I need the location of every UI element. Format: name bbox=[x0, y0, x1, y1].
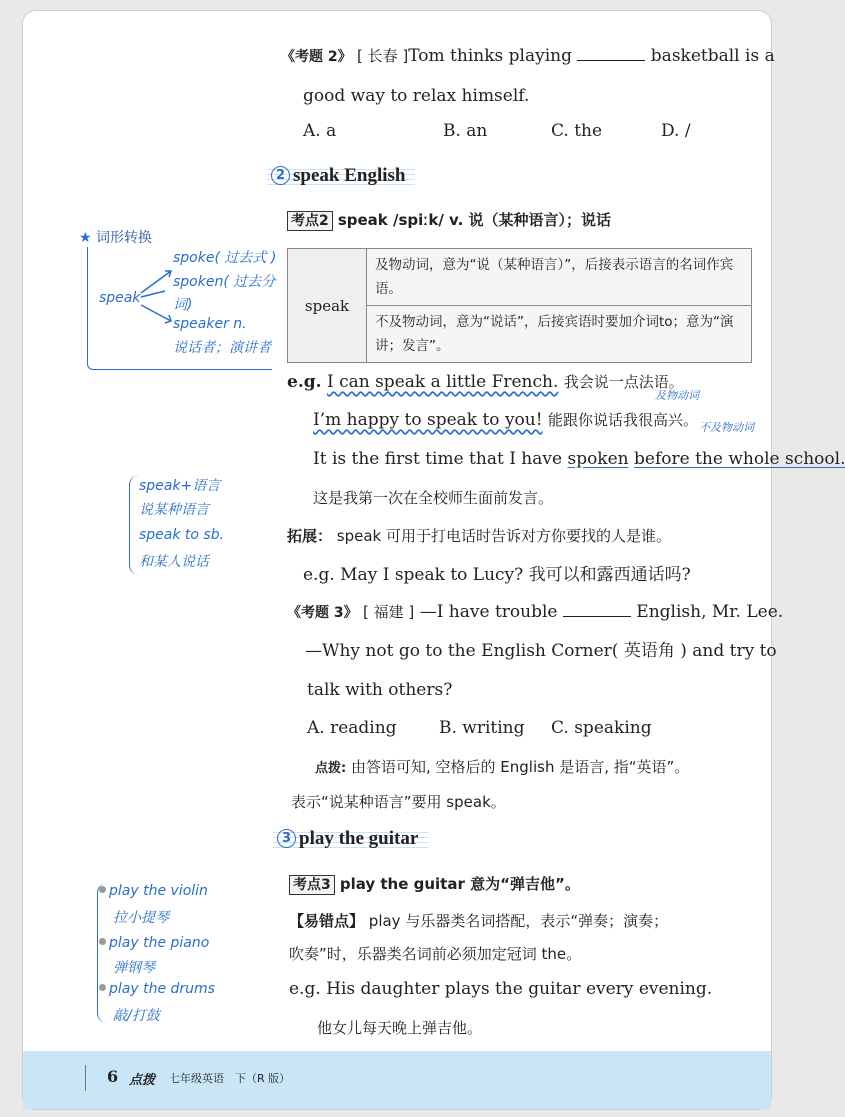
question-3-stem bbox=[287, 601, 783, 624]
example-3-c: before the whole school. bbox=[634, 449, 845, 469]
key-point-tag: 考点2 bbox=[287, 211, 333, 231]
table-row-transitive: 及物动词，意为“说（某种语言）”，后接表示语言的名词作宾语。 bbox=[367, 249, 752, 306]
note-speak-to: speak to sb. bbox=[139, 527, 225, 543]
error-point bbox=[289, 910, 668, 932]
option-b[interactable]: B. an bbox=[443, 121, 488, 141]
note-spoken-b: 词) bbox=[173, 297, 193, 313]
stem-part-a: Tom thinks playing bbox=[408, 46, 572, 66]
stem-part-a: —I have trouble bbox=[419, 602, 558, 622]
example-3-cn: 这是我第一次在全校师生面前发言。 bbox=[313, 489, 554, 507]
note-drums: play the drums bbox=[99, 981, 215, 997]
section-title-text: speak English bbox=[293, 165, 406, 186]
note-speak: speak bbox=[99, 290, 141, 306]
note-speak-lang: speak+语言 bbox=[139, 478, 221, 494]
example-1-cn: 我会说一点法语。 bbox=[563, 373, 684, 391]
bullet-icon bbox=[99, 886, 106, 893]
word-forms-title: 词形转换 bbox=[96, 230, 153, 246]
question-2-line2: good way to relax himself. bbox=[303, 86, 530, 106]
note-spoken-a: spoken( 过去分 bbox=[173, 274, 276, 290]
option-a[interactable]: A. a bbox=[303, 121, 337, 141]
note-speak-lang-cn: 说某种语言 bbox=[139, 502, 209, 518]
word-forms-heading bbox=[79, 227, 152, 247]
error-line-2: 吹奏”时，乐器类名词前必须加定冠词 the。 bbox=[289, 945, 582, 963]
note-transitive: 及物动词 bbox=[655, 389, 699, 402]
note-violin-cn: 拉小提琴 bbox=[113, 910, 169, 926]
section-3-example-cn: 他女儿每天晚上弹吉他。 bbox=[317, 1019, 483, 1037]
note-speaker-a: speaker n. bbox=[173, 316, 247, 332]
example-3-a: It is the first time that I have bbox=[313, 449, 563, 469]
question-tag: 《考题 3》 bbox=[287, 605, 358, 621]
note-speak-to-cn: 和某人说话 bbox=[139, 554, 209, 570]
example-2-cn: 能跟你说话我很高兴。 bbox=[547, 411, 698, 429]
extension-example: e.g. May I speak to Lucy? 我可以和露西通话吗? bbox=[303, 565, 691, 585]
key-point-2 bbox=[287, 209, 611, 231]
brand-logo: 点拨 bbox=[129, 1073, 156, 1088]
tip-label: 点拨: bbox=[315, 761, 347, 776]
note-speaker-b: 说话者；演讲者 bbox=[173, 340, 271, 356]
branch-arrows-icon bbox=[137, 263, 177, 329]
table-row-intransitive: 不及物动词，意为“说话”，后接宾语时要加介词to；意为“演讲；发言”。 bbox=[367, 306, 752, 363]
book-title: 七年级英语 下（R 版） bbox=[169, 1072, 291, 1085]
question-2-stem bbox=[281, 45, 775, 68]
table-word: speak bbox=[288, 249, 367, 363]
extension bbox=[287, 525, 671, 547]
page bbox=[22, 10, 845, 1110]
note-piano-cn: 弹钢琴 bbox=[113, 960, 155, 976]
option-a[interactable]: A. reading bbox=[307, 718, 397, 738]
note-spoke: spoke( 过去式 ) bbox=[173, 250, 277, 266]
tip-line-1: 由答语可知, 空格后的 English 是语言, 指“英语”。 bbox=[350, 758, 690, 776]
example-1 bbox=[287, 371, 684, 393]
example-1-en: I can speak a little French. bbox=[326, 372, 559, 392]
question-region: [ 福建 ] bbox=[363, 603, 415, 621]
example-2 bbox=[313, 409, 698, 431]
section-2-title bbox=[267, 165, 415, 189]
key-point-3 bbox=[289, 873, 580, 895]
key-point-text: speak /spiːk/ v. 说（某种语言）；说话 bbox=[337, 211, 611, 229]
note-intransitive: 不及物动词 bbox=[699, 421, 754, 434]
bullet-icon bbox=[99, 938, 106, 945]
error-line-1: play 与乐器类名词搭配，表示“弹奏；演奏； bbox=[368, 912, 669, 930]
example-3 bbox=[313, 448, 845, 470]
page-footer bbox=[23, 1051, 771, 1109]
bullet-icon bbox=[99, 984, 106, 991]
question-3-line3: talk with others? bbox=[307, 680, 453, 700]
example-2-en: I’m happy to speak to you! bbox=[313, 410, 543, 430]
stem-part-b: English, Mr. Lee. bbox=[636, 602, 784, 622]
error-label: 【易错点】 bbox=[289, 912, 365, 930]
section-title-text: play the guitar bbox=[299, 828, 419, 849]
question-3-line2: —Why not go to the English Corner( 英语角 ) and try to bbox=[305, 641, 777, 661]
option-d[interactable]: D. / bbox=[661, 121, 691, 141]
speak-usage-table bbox=[287, 248, 752, 363]
tip-line-2: 表示“说某种语言”要用 speak。 bbox=[291, 793, 506, 811]
answer-blank[interactable] bbox=[577, 60, 645, 61]
tip bbox=[315, 756, 689, 780]
extension-text: speak 可用于打电话时告诉对方你要找的人是谁。 bbox=[336, 527, 672, 545]
key-point-tag: 考点3 bbox=[289, 875, 335, 895]
example-3-b: spoken bbox=[567, 449, 629, 469]
stem-part-b: basketball is a bbox=[650, 46, 775, 66]
question-tag: 《考题 2》 bbox=[281, 49, 352, 65]
option-c[interactable]: C. the bbox=[551, 121, 603, 141]
page-number: 6 bbox=[107, 1067, 119, 1086]
extension-label: 拓展： bbox=[287, 527, 333, 545]
note-violin: play the violin bbox=[99, 883, 208, 899]
eg-label: e.g. bbox=[287, 372, 322, 392]
section-number-icon: 3 bbox=[277, 829, 296, 848]
option-c[interactable]: C. speaking bbox=[551, 718, 652, 738]
footer-divider bbox=[85, 1065, 86, 1091]
star-icon: ★ bbox=[79, 230, 92, 246]
note-piano: play the piano bbox=[99, 935, 209, 951]
answer-blank[interactable] bbox=[563, 616, 631, 617]
option-b[interactable]: B. writing bbox=[439, 718, 525, 738]
key-point-text: play the guitar 意为“弹吉他”。 bbox=[339, 875, 580, 893]
question-region: [ 长春 ] bbox=[357, 47, 409, 65]
section-number-icon: 2 bbox=[271, 166, 290, 185]
bracket-icon bbox=[97, 883, 108, 1023]
section-3-example: e.g. His daughter plays the guitar every evening. bbox=[289, 979, 713, 999]
section-3-title bbox=[273, 828, 428, 852]
note-drums-cn: 敲/打鼓 bbox=[113, 1008, 160, 1024]
